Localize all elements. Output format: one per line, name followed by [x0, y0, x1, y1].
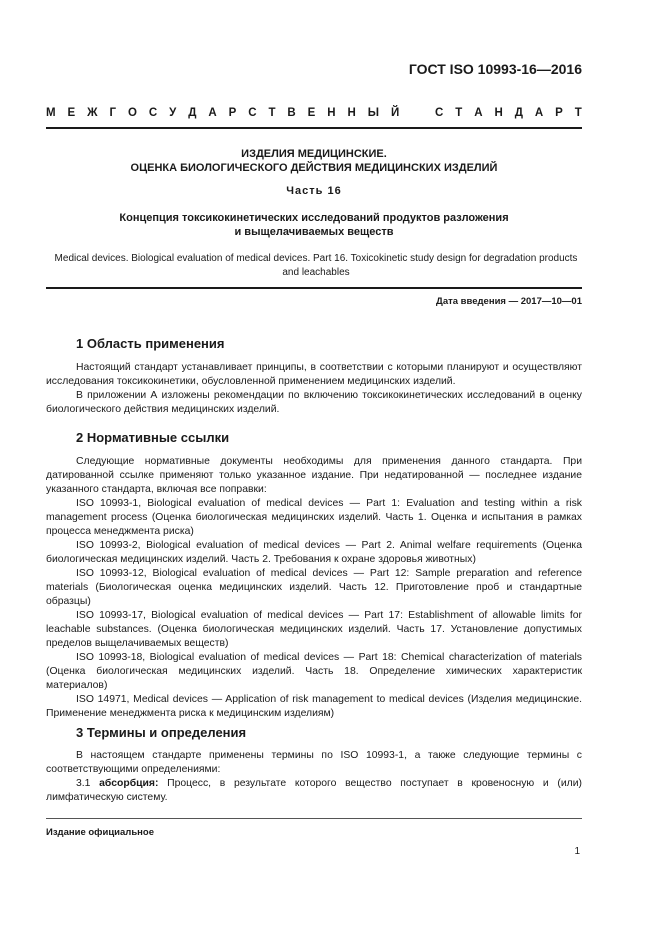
term-definition: [46, 777, 582, 805]
interstate-letter: А: [474, 107, 483, 119]
interstate-letter: Н: [327, 107, 336, 119]
interstate-letter: Д: [514, 107, 523, 119]
reference-item: ISO 10993-18, Biological evaluation of medical devices — Part 18: Chemical characterization of materials (Оценка биологическая медицинских изделий. Часть 18. Определение химических характеристик материалов): [46, 652, 582, 691]
interstate-letter: Е: [67, 107, 76, 119]
interstate-standard-label: [46, 107, 582, 119]
interstate-letter: В: [287, 107, 296, 119]
interstate-letter: Р: [555, 107, 563, 119]
term-name: абсорбция:: [99, 778, 159, 789]
english-title-line-2: and leachables: [282, 267, 350, 278]
term-number: 3.1: [76, 778, 91, 789]
section-2-paragraph-1: Следующие нормативные документы необходимы для применения данного стандарта. При датированной ссылке применяют только указанное издание. При недатированной — последнее издание указанного стандарта, включая все поправки:: [46, 456, 582, 495]
reference-item: ISO 10993-2, Biological evaluation of medical devices — Part 2. Animal welfare requirements (Оценка биологическая медицинских изделий. Часть 2. Требования к охране здоровья животных): [46, 540, 582, 565]
title-line-2: ОЦЕНКА БИОЛОГИЧЕСКОГО ДЕЙСТВИЯ МЕДИЦИНСКИХ ИЗДЕЛИЙ: [130, 162, 498, 174]
introduction-date: Дата введения — 2017—10—01: [436, 296, 582, 307]
section-3-heading: 3 Термины и определения: [76, 725, 247, 740]
document-subtitle: [46, 211, 582, 239]
interstate-letter: Т: [268, 107, 276, 119]
document-code: ГОСТ ISO 10993-16—2016: [408, 61, 582, 77]
section-3-paragraph-1: В настоящем стандарте применены термины по ISO 10993-1, а также следующие термины с соответствующими определениями:: [46, 750, 582, 775]
footer-rule: [46, 818, 582, 819]
page-number: 1: [574, 846, 580, 857]
reference-item: ISO 10993-1, Biological evaluation of medical devices — Part 1: Evaluation and testing within a risk management process (Оценка биологическая медицинских изделий. Часть 1. Оценка и испытания в рамках процесса менеджмента риска): [46, 498, 582, 537]
interstate-letter: С: [148, 107, 158, 119]
interstate-letter: Т: [574, 107, 582, 119]
interstate-letter: Г: [109, 107, 117, 119]
section-1-text: [46, 361, 582, 417]
interstate-letter: Р: [228, 107, 237, 119]
section-2-heading: 2 Нормативные ссылки: [76, 430, 230, 445]
term-text: Процесс, в результате которого вещество поступает в кровеносную и (или) лимфатическую систему.: [46, 778, 583, 803]
english-title: [46, 252, 586, 280]
interstate-letter: А: [534, 107, 544, 119]
official-edition-label: Издание официальное: [46, 827, 154, 838]
section-1-paragraph-1: Настоящий стандарт устанавливает принципы, в соответствии с которыми планируют и осуществляют исследования токсикокинетики, обусловленной применением медицинских изделий.: [46, 362, 582, 387]
reference-item: ISO 10993-17, Biological evaluation of medical devices — Part 17: Establishment of allowable limits for leachable substances. (Оценка биологическая медицинских изделий. Часть 17. Установление допустимых пределов выщелачиваемых веществ): [46, 610, 582, 649]
interstate-letter: А: [208, 107, 217, 119]
subtitle-line-1: Концепция токсикокинетических исследований продуктов разложения: [119, 212, 509, 224]
interstate-letter: С: [435, 107, 444, 119]
interstate-letter: У: [169, 107, 177, 119]
section-1-heading: 1 Область применения: [76, 336, 225, 351]
reference-item: ISO 10993-12, Biological evaluation of medical devices — Part 12: Sample preparation and reference materials (Биологическая оценка медицинских изделий. Часть 12. Приготовление проб и стандартные образцы): [46, 568, 582, 607]
document-title: [46, 147, 582, 175]
part-label: Часть 16: [286, 185, 342, 197]
interstate-letter: Ы: [367, 107, 380, 119]
section-2-text: [46, 455, 582, 721]
header-rule: [46, 127, 582, 129]
interstate-letter: Н: [347, 107, 356, 119]
section-3-text: [46, 749, 582, 805]
interstate-letter: Н: [494, 107, 503, 119]
interstate-letter: О: [127, 107, 137, 119]
interstate-letter: М: [46, 107, 56, 119]
interstate-letter: Е: [307, 107, 316, 119]
subtitle-line-2: и выщелачиваемых веществ: [234, 226, 394, 238]
interstate-letter: С: [248, 107, 257, 119]
title-rule: [46, 287, 582, 289]
interstate-letter: Т: [455, 107, 463, 119]
reference-item: ISO 14971, Medical devices — Application of risk management to medical devices (Изделия медицинские. Применение менеджмента риска к медицинским изделиям): [46, 694, 582, 719]
english-title-line-1: Medical devices. Biological evaluation of medical devices. Part 16. Toxicokinetic study design for degradation products: [54, 253, 578, 264]
interstate-letter: Д: [188, 107, 197, 119]
section-1-paragraph-2: В приложении А изложены рекомендации по включению токсикокинетических исследований в оценку биологического действия медицинских изделий.: [46, 390, 582, 415]
interstate-letter: Ж: [87, 107, 98, 119]
interstate-letter: Й: [390, 107, 400, 119]
title-line-1: ИЗДЕЛИЯ МЕДИЦИНСКИЕ.: [241, 148, 387, 160]
